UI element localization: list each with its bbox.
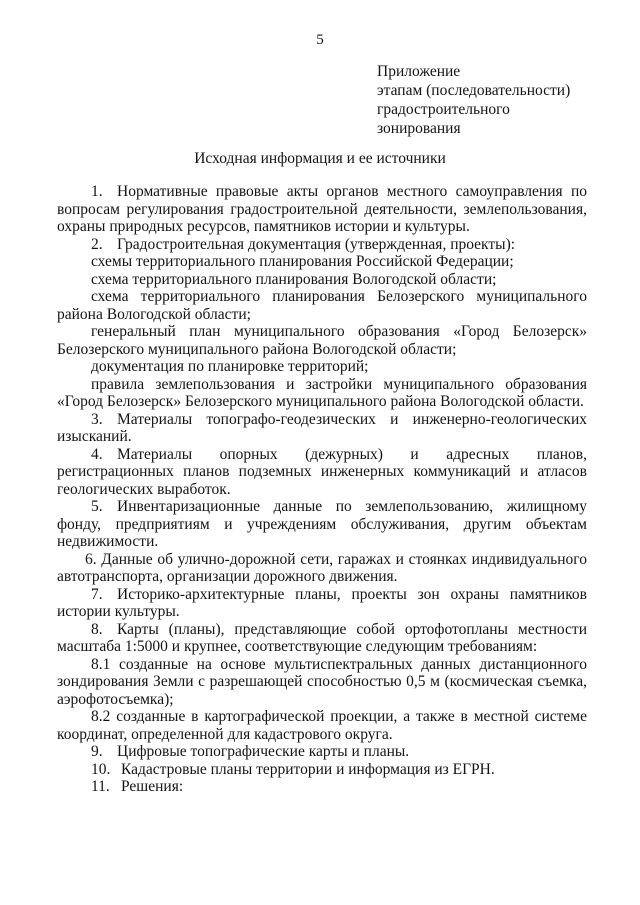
sub-item: генеральный план муниципального образования «Город Белозерск» Белозерского муниципального района Вологодской области; [57,323,587,358]
sub-item: схема территориального планирования Вологодской области; [91,270,497,288]
item-text: Цифровые топографические карты и планы. [117,743,410,760]
item-text: Решения: [121,778,184,795]
sub-item: 8.2 созданные в картографической проекции, а также в местной системе координат, определенной для кадастрового округа. [57,708,587,743]
list-item-6: 6. Данные об улично-дорожной сети, гаражах и стоянках индивидуального автотранспорта, организации дорожного движения. [57,550,587,585]
list-item-1 [57,183,587,236]
appendix-header [377,62,570,138]
document-title: Исходная информация и ее источники [194,150,446,167]
appendix-line: этапам (последовательности) [377,82,571,99]
item-number: 4. [91,445,103,463]
item-number: 11. [91,778,110,795]
item-number: 3. [91,410,103,428]
sub-item: документация по планировке территорий; [91,358,369,375]
list-item-8 [57,621,587,656]
sub-item: схемы территориального планирования Российской Федерации; [91,253,514,270]
item-text: Материалы топографо-геодезических и инженерно-геологических изысканий. [57,410,587,445]
list-item-2 [57,236,587,254]
sub-item: схема территориального планирования Белозерского муниципального района Вологодской области; [57,288,587,323]
item-number: 2. [91,235,103,253]
appendix-line: градостроительного [377,101,510,118]
item-number: 9. [91,743,103,760]
list-item-9 [57,743,587,761]
item-number: 7. [91,585,103,603]
item-text: Материалы опорных (дежурных) и адресных планов, регистрационных планов подземных инженерных коммуникаций и атласов геологических выработок. [57,445,587,498]
list-item-4 [57,446,587,499]
list-item-3 [57,411,587,446]
item-text: Градостроительная документация (утвержденная, проекты): [117,235,516,253]
sub-item: 8.1 созданные на основе мультиспектральных данных дистанционного зондирования Земли с разрешающей способностью 0,5 м (космическая съемка, аэрофотосъемка); [57,655,587,708]
item-number: 10. [91,760,111,778]
item-number: 8. [91,620,103,638]
appendix-line: Приложение [377,63,461,80]
item-number: 5. [91,498,103,515]
list-item-10 [57,761,587,779]
item-number: 1. [91,183,103,200]
list-item-7 [57,586,587,621]
sub-item: правила землепользования и застройки муниципального образования «Город Белозерск» Белозерского муниципального района Вологодской области. [57,375,587,410]
list-item-11 [57,778,587,796]
document-body [57,183,587,796]
appendix-line: зонирования [377,120,461,137]
item-text: Инвентаризационные данные по землепользованию, жилищному фонду, предприятиям и учреждениям обслуживания, другим объектам недвижимости. [57,498,587,550]
item-text: Кадастровые планы территории и информация из ЕГРН. [121,760,495,778]
page-number: 5 [316,32,324,48]
item-text: Историко-архитектурные планы, проекты зон охраны памятников истории культуры. [57,585,587,620]
list-item-5 [57,498,587,551]
item-text: Нормативные правовые акты органов местного самоуправления по вопросам регулирования градостроительной деятельности, землепользования, охраны природных ресурсов, памятников истории и культуры. [57,183,587,235]
item-text: Карты (планы), представляющие собой ортофотопланы местности масштаба 1:5000 и крупнее, соответствующие следующим требованиям: [57,620,587,655]
